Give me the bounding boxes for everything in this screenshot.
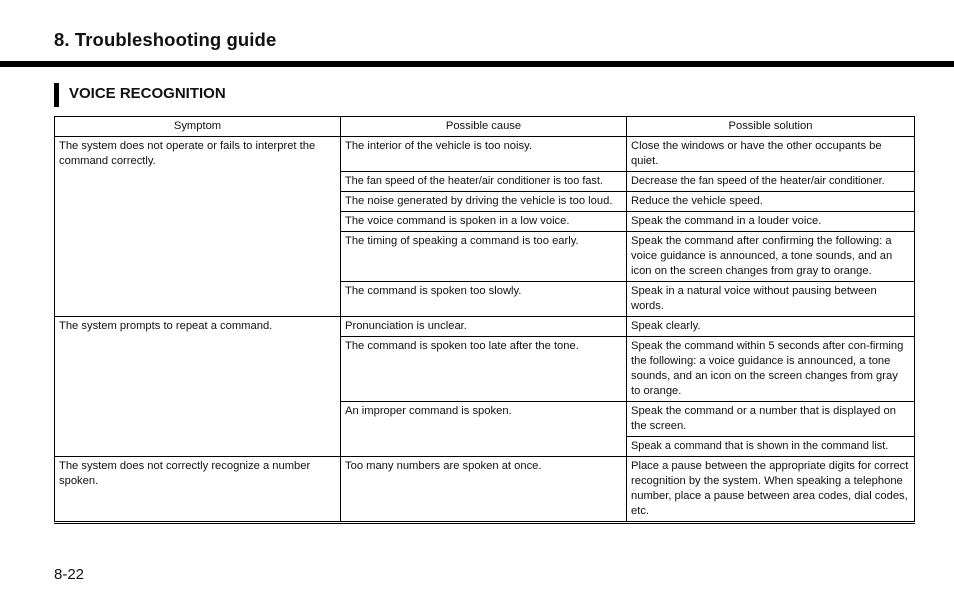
cause-cell: Pronunciation is unclear.: [341, 317, 627, 337]
solution-cell: Place a pause between the appropriate digits for correct recognition by the system. When speaking a telephone number, place a pause between area codes, dial codes, etc.: [627, 457, 915, 523]
column-header-solution: Possible solution: [627, 117, 915, 137]
cause-cell: The interior of the vehicle is too noisy.: [341, 137, 627, 172]
table-row: [55, 317, 915, 337]
cause-cell: The command is spoken too slowly.: [341, 282, 627, 317]
chapter-divider: [0, 61, 954, 67]
solution-cell: Speak the command or a number that is displayed on the screen.: [627, 402, 915, 437]
solution-cell: Reduce the vehicle speed.: [627, 192, 915, 212]
solution-cell: Speak clearly.: [627, 317, 915, 337]
symptom-cell: The system prompts to repeat a command.: [55, 317, 341, 457]
section-marker-bar: [54, 83, 59, 107]
cause-cell: The command is spoken too late after the tone.: [341, 337, 627, 402]
cause-cell: The voice command is spoken in a low voice.: [341, 212, 627, 232]
troubleshooting-table-container: [54, 116, 914, 524]
column-header-symptom: Symptom: [55, 117, 341, 137]
cause-cell: The fan speed of the heater/air conditioner is too fast.: [341, 172, 627, 192]
solution-cell: Close the windows or have the other occupants be quiet.: [627, 137, 915, 172]
table-row: [55, 137, 915, 172]
solution-cell: Speak in a natural voice without pausing between words.: [627, 282, 915, 317]
solution-cell: Decrease the fan speed of the heater/air conditioner.: [627, 172, 915, 192]
solution-cell: Speak the command within 5 seconds after con-firming the following: a voice guidance is announced, a tone sounds, and an icon on the screen changes from gray to orange.: [627, 337, 915, 402]
cause-cell: The timing of speaking a command is too early.: [341, 232, 627, 282]
symptom-cell: The system does not operate or fails to interpret the command correctly.: [55, 137, 341, 317]
troubleshooting-table: [54, 116, 915, 524]
table-header-row: [55, 117, 915, 137]
solution-cell: Speak a command that is shown in the command list.: [627, 437, 915, 457]
symptom-cell: The system does not correctly recognize a number spoken.: [55, 457, 341, 523]
column-header-cause: Possible cause: [341, 117, 627, 137]
solution-cell: Speak the command after confirming the following: a voice guidance is announced, a tone sounds, and an icon on the screen changes from gray to orange.: [627, 232, 915, 282]
chapter-title: 8. Troubleshooting guide: [54, 29, 277, 50]
page-number: 8-22: [54, 566, 85, 583]
table-row: [55, 457, 915, 523]
section-title: VOICE RECOGNITION: [69, 85, 226, 102]
cause-cell: Too many numbers are spoken at once.: [341, 457, 627, 523]
cause-cell: The noise generated by driving the vehicle is too loud.: [341, 192, 627, 212]
cause-cell: An improper command is spoken.: [341, 402, 627, 457]
solution-cell: Speak the command in a louder voice.: [627, 212, 915, 232]
